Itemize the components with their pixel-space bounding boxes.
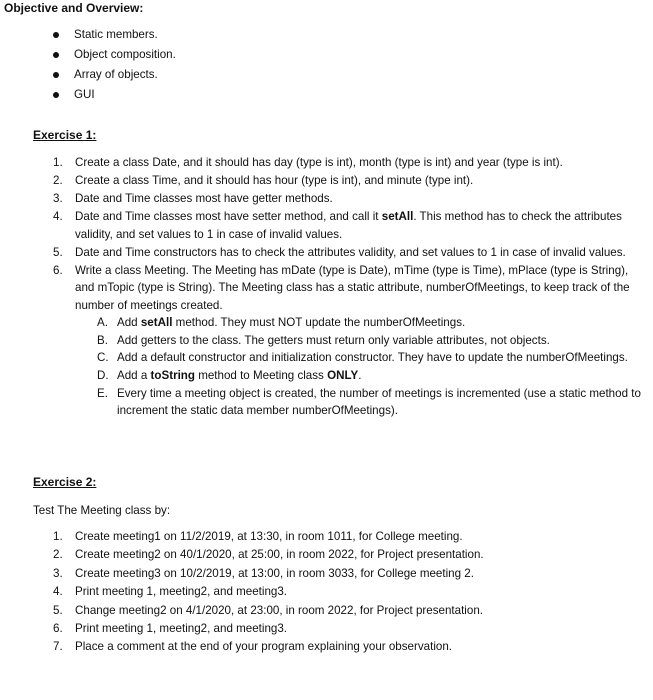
sub-item-letter: C. — [97, 351, 109, 365]
exercise2-heading: Exercise 2: — [33, 475, 97, 489]
bullet-dot-icon — [53, 32, 59, 38]
list-item — [53, 528, 641, 546]
list-item — [53, 546, 641, 564]
bullet-item — [50, 45, 176, 65]
item-text-pre: Date and Time classes most have setter method, and call it — [75, 209, 382, 223]
bullet-text: Object composition. — [74, 48, 176, 61]
sub-item-text-post: . — [358, 369, 362, 383]
list-item — [53, 190, 641, 208]
item-number: 3. — [53, 566, 63, 580]
sub-item-text-mid: method to Meeting class — [194, 369, 328, 383]
item-text: Create meeting3 on 10/2/2019, at 13:00, in room 3033, for College meeting 2. — [75, 566, 474, 580]
bullet-dot-icon — [53, 92, 59, 98]
bullet-dot-icon — [53, 72, 59, 78]
bullet-item — [50, 65, 176, 85]
sub-list-item — [97, 349, 641, 367]
bullet-text: Array of objects. — [74, 68, 158, 81]
list-item — [53, 565, 641, 583]
meeting-sub-list — [97, 314, 641, 420]
item-number: 4. — [53, 209, 63, 223]
sub-list-item — [97, 314, 641, 332]
item-text: Place a comment at the end of your program explaining your observation. — [75, 640, 453, 654]
item-number: 5. — [53, 245, 63, 259]
sub-item-text-pre: Add a — [117, 369, 151, 383]
sub-list-item — [97, 385, 641, 420]
item-text: Print meeting 1, meeting2, and meeting3. — [75, 621, 288, 635]
item-text: Date and Time classes most have getter methods. — [75, 191, 333, 205]
bullet-text: Static members. — [74, 28, 158, 41]
item-text: Create meeting2 on 40/1/2020, at 25:00, in room 2022, for Project presentation. — [75, 548, 484, 562]
bullet-item — [50, 85, 176, 105]
bullet-dot-icon — [53, 52, 59, 58]
sub-item-text: Every time a meeting object is created, the number of meetings is incremented (use a static method to increment the static data member numberOfMeetings). — [117, 386, 641, 418]
item-number: 6. — [53, 621, 63, 635]
sub-item-text-bold: setAll — [140, 316, 173, 330]
sub-item-letter: D. — [97, 369, 109, 383]
list-item — [53, 602, 641, 620]
sub-item-letter: A. — [97, 316, 108, 330]
objective-heading: Objective and Overview: — [4, 1, 144, 15]
bullet-item — [50, 25, 176, 45]
list-item — [53, 172, 641, 190]
sub-item-text-bold: toString — [150, 369, 195, 383]
exercise1-list — [53, 154, 641, 420]
sub-item-letter: E. — [97, 386, 108, 400]
bullet-text: GUI — [74, 88, 95, 101]
sub-item-text-bold2: ONLY — [327, 369, 359, 383]
exercise2-intro: Test The Meeting class by: — [33, 504, 171, 517]
sub-item-text: Add a default constructor and initialization constructor. They have to update the numberOfMeetings. — [117, 351, 628, 365]
sub-list-item — [97, 367, 641, 385]
item-number: 3. — [53, 191, 63, 205]
objective-bullet-list — [50, 25, 176, 105]
sub-item-text-post: method. They must NOT update the numberOfMeetings. — [172, 316, 466, 330]
list-item — [53, 638, 641, 656]
item-number: 1. — [53, 530, 63, 543]
item-text: Change meeting2 on 4/1/2020, at 23:00, in room 2022, for Project presentation. — [75, 603, 483, 617]
sub-item-letter: B. — [97, 333, 108, 347]
list-item — [53, 154, 641, 172]
item-text: Create meeting1 on 11/2/2019, at 13:30, in room 1011, for College meeting. — [75, 530, 463, 543]
list-item — [53, 262, 641, 420]
sub-list-item — [97, 332, 641, 350]
item-text: Create a class Date, and it should has day (type is int), month (type is int) and year (type is int). — [75, 156, 563, 169]
sub-item-text: Add getters to the class. The getters must return only variable attributes, not objects. — [117, 333, 550, 347]
item-number: 4. — [53, 585, 63, 599]
item-number: 5. — [53, 603, 63, 617]
exercise2-list — [53, 528, 641, 657]
list-item — [53, 244, 641, 262]
item-text-bold: setAll — [381, 209, 414, 223]
item-text-post: . This method has to check the attributes validity, and set values to 1 in case of invalid values. — [75, 209, 622, 241]
item-text: Write a class Meeting. The Meeting has mDate (type is Date), mTime (type is Time), mPlace (type is String), and mTopic (type is String). The Meeting class has a static attribute, numberOfMeetings, to keep track of the number of meetings created. — [75, 263, 630, 312]
item-number: 7. — [53, 640, 63, 654]
exercise1-heading: Exercise 1: — [33, 128, 97, 142]
item-number: 6. — [53, 263, 63, 277]
item-number: 2. — [53, 173, 63, 187]
item-text: Print meeting 1, meeting2, and meeting3. — [75, 585, 288, 599]
list-item — [53, 208, 641, 243]
item-number: 1. — [53, 156, 63, 169]
list-item — [53, 620, 641, 638]
sub-item-text-pre: Add — [117, 316, 141, 330]
list-item — [53, 583, 641, 601]
item-text: Create a class Time, and it should has hour (type is int), and minute (type int). — [75, 173, 474, 187]
item-number: 2. — [53, 548, 63, 562]
item-text: Date and Time constructors has to check the attributes validity, and set values to 1 in case of invalid values. — [75, 245, 626, 259]
